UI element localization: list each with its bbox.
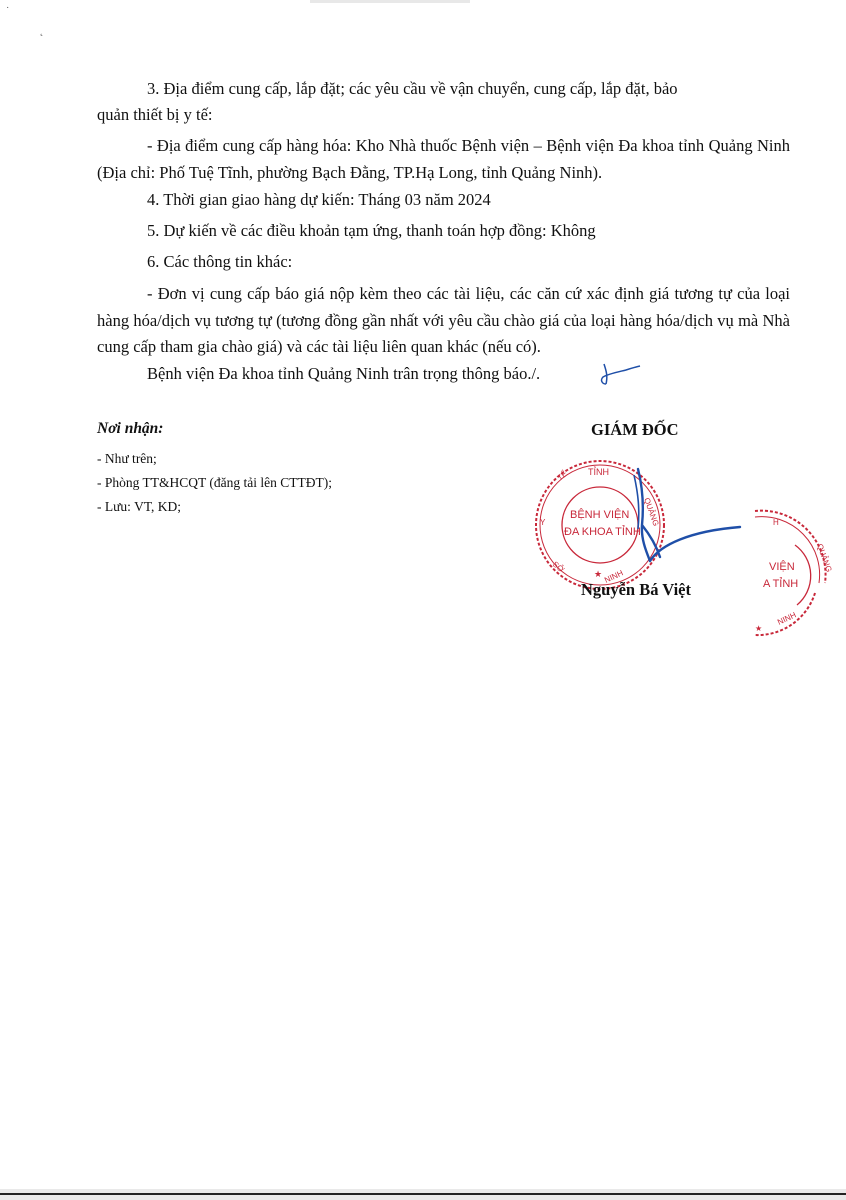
seal-ring-left-b: Y bbox=[540, 518, 546, 527]
seal-ring-top: TỈNH bbox=[588, 467, 609, 477]
seal-inner-line-1: BỆNH VIỆN bbox=[570, 509, 630, 521]
scan-mark: ˛ bbox=[40, 26, 44, 37]
recipient-item: - Phòng TT&HCQT (đăng tải lên CTTĐT); bbox=[97, 475, 332, 490]
partial-seal-right: QUẢNG bbox=[815, 542, 834, 574]
recipient-item: - Lưu: VT, KD; bbox=[97, 499, 182, 514]
scan-mark: ˙ bbox=[6, 6, 10, 17]
recipient-item: - Như trên; bbox=[97, 451, 157, 466]
signature-icon bbox=[620, 465, 745, 580]
seal-ring-right: QUẢNG bbox=[642, 496, 661, 528]
signatory-title: GIÁM ĐỐC bbox=[591, 420, 679, 439]
initial-mark-icon bbox=[596, 360, 642, 388]
scan-edge-line bbox=[0, 1193, 846, 1195]
partial-seal-line-2: A TỈNH bbox=[763, 578, 799, 590]
seal-ring-left-a: SỞ bbox=[550, 559, 566, 575]
closing-statement: Bệnh viện Đa khoa tỉnh Quảng Ninh trân trọng thông báo./. bbox=[147, 364, 541, 383]
signatory-name: Nguyễn Bá Việt bbox=[581, 580, 692, 599]
partial-seal-line-1: VIỆN bbox=[769, 561, 795, 573]
delivery-place-paragraph: - Địa điểm cung cấp hàng hóa: Kho Nhà thuốc Bệnh viện – Bệnh viện Đa khoa tỉnh Quảng Ninh (Địa chỉ: Phố Tuệ Tĩnh, phường Bạch Đằng, TP.Hạ Long, tỉnh Quảng Ninh). bbox=[97, 136, 790, 182]
recipients-title: Nơi nhận: bbox=[97, 420, 164, 437]
item-3-line-1: 3. Địa điểm cung cấp, lắp đặt; các yêu cầu về vận chuyển, cung cấp, lắp đặt, bảo bbox=[147, 79, 678, 98]
partial-seal-star: ★ bbox=[755, 624, 763, 633]
seal-star: ★ bbox=[594, 569, 603, 579]
item-3-line-2: quản thiết bị y tế: bbox=[97, 105, 213, 124]
item-5: 5. Dự kiến về các điều khoản tạm ứng, thanh toán hợp đồng: Không bbox=[147, 221, 596, 240]
partial-seal-icon bbox=[735, 505, 835, 645]
item-4: 4. Thời gian giao hàng dự kiến: Tháng 03 năm 2024 bbox=[147, 190, 491, 209]
other-info-paragraph: - Đơn vị cung cấp báo giá nộp kèm theo các tài liệu, các căn cứ xác định giá tương tự của loại hàng hóa/dịch vụ tương tự (tương đồng gần nhất với yêu cầu chào giá của loại hàng hóa/dịch vụ mà Nhà cung cấp tham gia chào giá) và các tài liệu liên quan khác (nếu có). bbox=[97, 284, 790, 356]
seal-ring-bottom: NINH bbox=[603, 568, 625, 585]
item-6: 6. Các thông tin khác: bbox=[147, 252, 293, 271]
partial-seal-bottom: NINH bbox=[776, 610, 798, 627]
partial-seal-top: H bbox=[773, 518, 779, 527]
seal-inner-line-2: ĐA KHOA TỈNH bbox=[564, 526, 641, 538]
scan-artifact-top bbox=[310, 0, 470, 3]
seal-ring-left-c: TẾ bbox=[555, 469, 570, 483]
